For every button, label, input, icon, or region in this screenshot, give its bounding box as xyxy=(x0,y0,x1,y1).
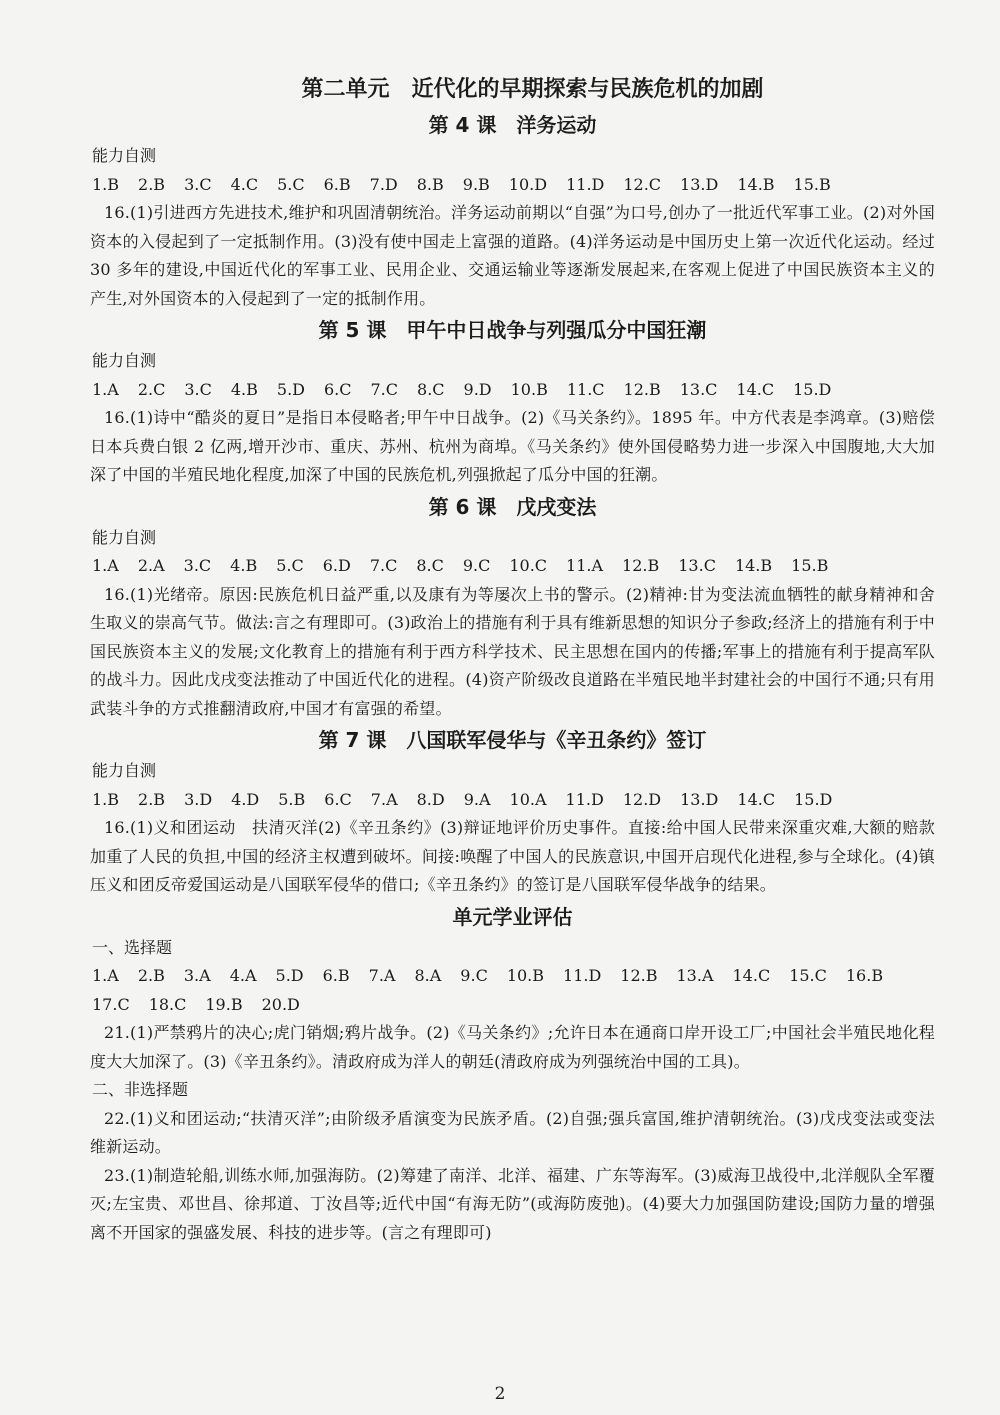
answer-item: 11.D xyxy=(566,174,605,194)
unit-title: 第二单元 近代化的早期探索与民族危机的加剧 xyxy=(301,77,764,102)
lesson-title: 第 7 课 八国联军侵华与《辛丑条约》签订 xyxy=(318,728,707,752)
question-22-answer: 22.(1)义和团运动;“扶清灭洋”;由阶级矛盾演变为民族矛盾。(2)自强;强兵富国,维护清朝统治。(3)戊戌变法或变法维新运动。 xyxy=(90,1108,935,1156)
answer-item: 19.B xyxy=(205,994,243,1014)
answer-item: 1.B xyxy=(92,789,120,809)
lesson-title: 第 4 课 洋务运动 xyxy=(428,113,597,137)
answer-list xyxy=(90,786,935,815)
choice-heading: 一、选择题 xyxy=(92,937,173,957)
answer-item: 1.A xyxy=(92,556,119,575)
answer-item: 7.C xyxy=(369,556,398,575)
answer-item: 1.A xyxy=(92,966,119,985)
answer-item: 18.C xyxy=(148,994,187,1014)
question-16-answer: 16.(1)义和团运动 扶清灭洋(2)《辛丑条约》(3)辩证地评价历史事件。直接:给中国人民带来深重灾难,大额的赔款加重了人民的负担,中国的经济主权遭到破坏。间接:唤醒了中国人的民族意识,中国开启现代化进程,参与全球化。(4)镇压义和团反帝爱国运动是八国联军侵华的借口;《辛丑条约》的签订是八国联军侵华战争的结果。 xyxy=(90,818,935,894)
answer-item: 11.A xyxy=(566,556,604,575)
question-16-answer: 16.(1)诗中“酷炎的夏日”是指日本侵略者;甲午中日战争。(2)《马关条约》。1895 年。中方代表是李鸿章。(3)赔偿日本兵费白银 2 亿两,增开沙市、重庆、苏州、杭州为商埠。《马关条约》使外国侵略势力进一步深入中国腹地,大大加深了中国的半殖民地化程度,加深了中国的民族危机,列强掀起了瓜分中国的狂潮。 xyxy=(90,408,935,484)
answer-item: 14.B xyxy=(737,174,775,194)
answer-list xyxy=(90,171,935,200)
answer-item: 6.B xyxy=(323,174,351,194)
answer-item: 6.C xyxy=(324,789,352,809)
answer-list xyxy=(90,376,935,405)
answer-item: 4.B xyxy=(230,556,258,575)
answer-item: 2.C xyxy=(137,379,166,399)
lesson-section xyxy=(90,723,935,900)
answer-item: 3.D xyxy=(184,789,213,809)
answer-item: 12.D xyxy=(622,789,662,809)
answer-item: 13.C xyxy=(679,379,718,399)
answer-item: 6.D xyxy=(322,556,351,575)
answer-item: 11.C xyxy=(566,379,605,399)
answer-item: 3.C xyxy=(184,174,212,194)
answer-item: 8.C xyxy=(416,556,444,575)
answer-item: 13.C xyxy=(678,556,716,575)
answer-item: 5.D xyxy=(275,966,304,985)
answer-item: 8.B xyxy=(416,174,444,194)
lesson-section xyxy=(90,490,935,724)
answer-item: 7.A xyxy=(368,966,396,985)
question-16-answer: 16.(1)引进西方先进技术,维护和巩固清朝统治。洋务运动前期以“自强”为口号,创办了一批近代军事工业。(2)对外国资本的入侵起到了一定抵制作用。(3)没有使中国走上富强的道路。(4)洋务运动是中国历史上第一次近代化运动。经过 30 多年的建设,中国近代化的军事工业、民用企业、交通运输业等逐渐发展起来,在客观上促进了中国民族资本主义的产生,对外国资本的入侵起到了一定的抵制作用。 xyxy=(90,203,935,308)
answer-item: 10.A xyxy=(509,789,547,809)
question-23-answer: 23.(1)制造轮船,训练水师,加强海防。(2)筹建了南洋、北洋、福建、广东等海军。(3)威海卫战役中,北洋舰队全军覆灭;左宝贵、邓世昌、徐邦道、丁汝昌等;近代中国“有海无防”(或海防废弛)。(4)要大力加强国防建设;国防力量的增强离不开国家的强盛发展、科技的进步等。(言之有理即可) xyxy=(90,1165,935,1242)
answer-item: 15.B xyxy=(793,174,831,194)
answer-item: 15.C xyxy=(789,966,827,985)
answer-item: 13.D xyxy=(680,789,719,809)
answer-item: 8.A xyxy=(414,966,442,985)
page-number: 2 xyxy=(494,1384,506,1404)
answer-page xyxy=(90,72,935,1247)
answer-item: 11.D xyxy=(565,789,604,809)
answer-item: 15.B xyxy=(791,556,829,575)
answer-item: 14.C xyxy=(737,789,776,809)
answer-item: 11.D xyxy=(563,966,602,985)
section-label: 能力自测 xyxy=(92,527,157,547)
answer-item: 17.C xyxy=(92,994,130,1014)
answer-item: 16.B xyxy=(845,966,884,985)
answer-item: 14.C xyxy=(736,379,775,399)
question-21-answer: 21.(1)严禁鸦片的决心;虎门销烟;鸦片战争。(2)《马关条约》;允许日本在通商口岸开设工厂;中国社会半殖民地化程度大大加深了。(3)《辛丑条约》。清政府成为洋人的朝廷(清政府成为列强统治中国的工具)。 xyxy=(90,1023,935,1071)
answer-item: 13.A xyxy=(676,966,714,985)
answer-item: 10.C xyxy=(509,556,548,575)
answer-item: 7.C xyxy=(370,379,399,399)
choice-answers xyxy=(90,962,935,1019)
answer-item: 12.B xyxy=(620,966,658,985)
answer-item: 2.B xyxy=(138,174,166,194)
answer-item: 5.B xyxy=(278,789,306,809)
answer-item: 15.D xyxy=(794,789,833,809)
answer-item: 2.B xyxy=(138,789,166,809)
section-label: 能力自测 xyxy=(92,146,157,165)
answer-item: 4.A xyxy=(229,966,257,985)
answer-item: 9.C xyxy=(460,966,488,985)
answer-item: 8.D xyxy=(416,789,445,809)
answer-item: 7.A xyxy=(370,789,398,809)
answer-item: 3.C xyxy=(184,379,212,399)
answer-item: 1.B xyxy=(92,174,120,194)
answer-item: 9.B xyxy=(462,174,490,194)
answer-item: 1.A xyxy=(92,379,119,399)
answer-item: 9.C xyxy=(462,556,491,575)
answer-item: 12.C xyxy=(623,174,662,194)
answer-item: 6.B xyxy=(322,966,350,985)
answer-item: 2.A xyxy=(137,556,165,575)
answer-item: 4.D xyxy=(231,789,260,809)
answer-list xyxy=(90,552,935,581)
answer-item: 4.C xyxy=(230,174,259,194)
answer-item: 5.C xyxy=(277,174,305,194)
answer-item: 13.D xyxy=(680,174,719,194)
answer-item: 3.C xyxy=(183,556,212,575)
section-label: 能力自测 xyxy=(92,761,157,780)
answer-item: 5.D xyxy=(276,379,305,399)
answer-item: 14.C xyxy=(732,966,771,985)
answer-item: 12.B xyxy=(622,556,660,575)
answer-item: 2.B xyxy=(137,966,165,985)
answer-item: 8.C xyxy=(417,379,445,399)
answer-item: 7.D xyxy=(369,174,398,194)
assessment-title: 单元学业评估 xyxy=(452,904,573,929)
answer-item: 10.D xyxy=(508,174,548,194)
lesson-section xyxy=(90,313,935,490)
answer-item: 4.B xyxy=(230,379,258,399)
lesson-title: 第 6 课 戊戌变法 xyxy=(428,494,597,519)
answer-item: 15.D xyxy=(793,379,832,399)
lesson-title: 第 5 课 甲午中日战争与列强瓜分中国狂潮 xyxy=(318,318,707,342)
nonchoice-heading: 二、非选择题 xyxy=(92,1080,189,1099)
answer-item: 6.C xyxy=(323,379,352,399)
answer-item: 20.D xyxy=(261,994,300,1014)
answer-item: 10.B xyxy=(506,966,545,985)
answer-item: 5.C xyxy=(276,556,304,575)
answer-item: 10.B xyxy=(510,379,548,399)
answer-item: 14.B xyxy=(734,556,773,575)
answer-item: 9.A xyxy=(463,789,491,809)
answer-item: 9.D xyxy=(463,379,492,399)
question-16-answer: 16.(1)光绪帝。原因:民族危机日益严重,以及康有为等屡次上书的警示。(2)精神:甘为变法流血牺牲的献身精神和舍生取义的崇高气节。做法:言之有理即可。(3)政治上的措施有利于具有维新思想的知识分子参政;经济上的措施有利于中国民族资本主义的发展;文化教育上的措施有利于西方科学技术、民主思想在国内的传播;军事上的措施有利于提高军队的战斗力。因此戊戌变法推动了中国近代化的进程。(4)资产阶级改良道路在半殖民地半封建社会的中国行不通;只有用武装斗争的方式推翻清政府,中国才有富强的希望。 xyxy=(90,584,935,718)
answer-item: 3.A xyxy=(183,966,211,985)
section-label: 能力自测 xyxy=(92,351,157,370)
lesson-section xyxy=(90,108,935,313)
answer-item: 12.B xyxy=(623,379,661,399)
